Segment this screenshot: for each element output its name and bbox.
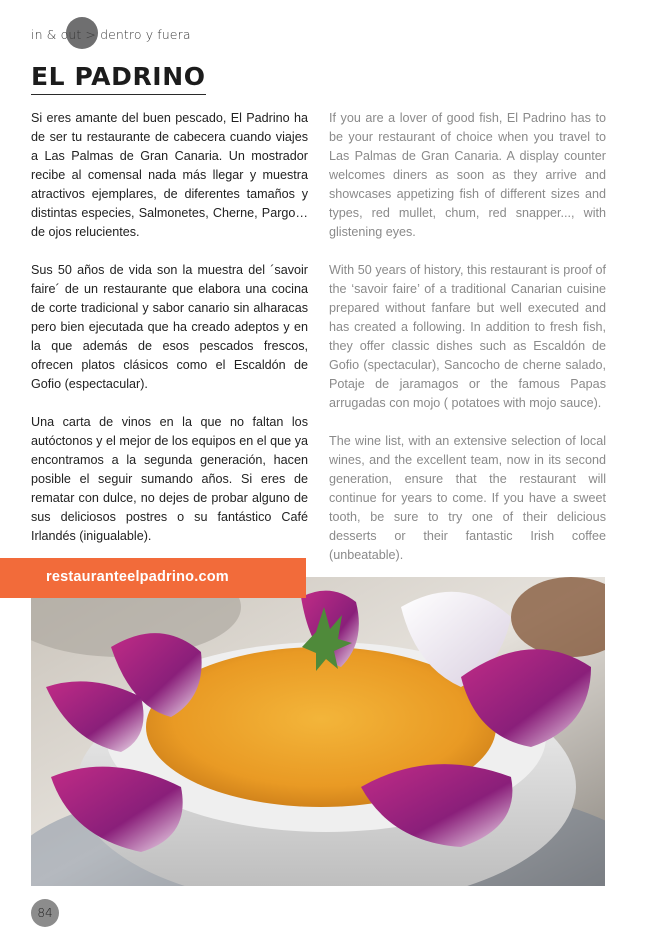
page-number: 84 [37,906,53,920]
website-link[interactable]: restauranteelpadrino.com [46,569,229,585]
page-number-badge [31,899,59,927]
section-breadcrumb: in & out > dentro y fuera [31,26,191,42]
english-paragraph: With 50 years of history, this restaurant is proof of the ‘savoir faire’ of a traditional Canarian cuisine prepared without fanfare but well executed and has created a following. In addition to fresh fish, they offer classic dishes such as Escaldón de Gofio (spectacular), Sancocho de cherne salado, Potaje de jaramagos or the famous Papas arrugadas con mojo ( potatoes with mojo sauce). [329,263,606,410]
website-banner [0,558,306,598]
english-paragraph: If you are a lover of good fish, El Padrino has to be your restaurant of choice when you travel to Las Palmas de Gran Canaria. A display counter welcomes diners as soon as they arrive and showcases appetizing fish of different sizes and types, red mullet, chum, red snapper..., with glistening eyes. [329,111,606,239]
english-column [329,109,606,584]
section-header [31,22,191,46]
english-paragraph: The wine list, with an extensive selection of local wines, and the excellent team, now in its second generation, ensure that the restaurant will continue for years to come. If you have a sweet tooth, be sure to try one of their delicious desserts or their fantastic Irish coffee (unbeatable). [329,434,606,562]
dish-photo [31,577,605,886]
spanish-paragraph: Si eres amante del buen pescado, El Padrino ha de ser tu restaurante de cabecera cuando viajes a Las Palmas de Gran Canaria. Un mostrador recibe al comensal nada más llegar y muestra atractivos ejemplares, de diferentes tamaños y distintas especies, Salmonetes, Cherne, Pargo… de ojos relucientes. [31,111,308,239]
spanish-column [31,109,308,565]
spanish-paragraph: Una carta de vinos en la que no faltan los autóctonos y el mejor de los equipos en el que ya encontramos a la segunda generación, hacen posible el seguir sumando años. Si eres de rematar con dulce, no dejes de probar alguno de sus deliciosos postres o su fantástico Café Irlandés (inigualable). [31,415,308,543]
spanish-paragraph: Sus 50 años de vida son la muestra del ´savoir faire´ de un restaurante que elabora una cocina de corte tradicional y sabor canario sin alharacas pero bien ejecutada que ha creado adeptos y en la que además de esos pescados frescos, ofrecen platos clásicos como el Escaldón de Gofio (espectacular). [31,263,308,391]
article-title: EL PADRINO [31,64,206,95]
